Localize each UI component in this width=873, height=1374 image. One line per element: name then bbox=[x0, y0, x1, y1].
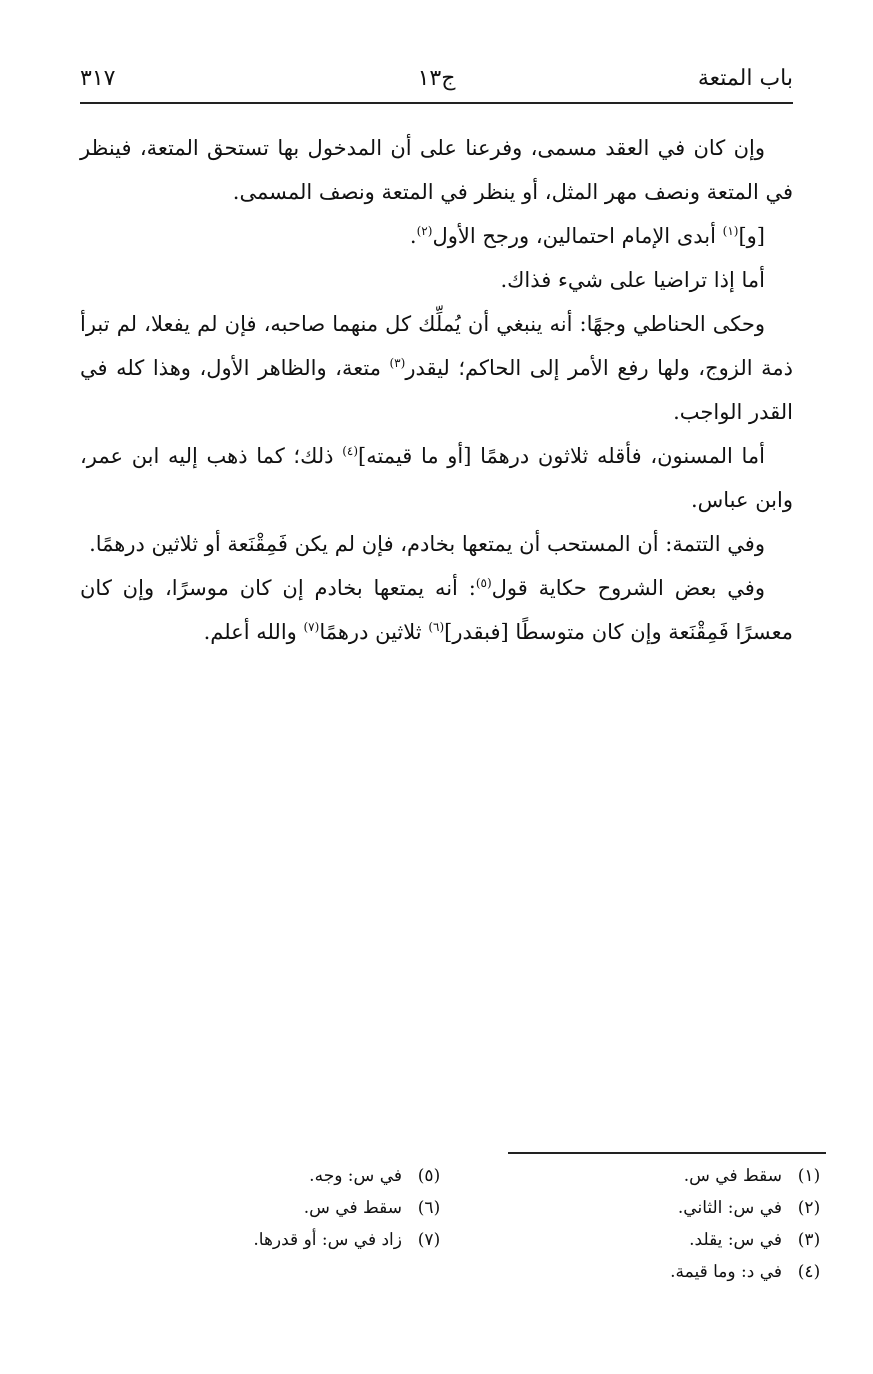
paragraph bbox=[80, 214, 793, 258]
paragraph-text: والله أعلم. bbox=[203, 620, 304, 644]
paragraph-text: وفي التتمة: أن المستحب أن يمتعها بخادم، فإن لم يكن فَمِقْنَعة أو ثلاثين درهمًا. bbox=[89, 532, 765, 556]
paragraph-text: أما المسنون، فأقله ثلاثون درهمًا [أو ما قيمته] bbox=[358, 444, 765, 468]
footnote bbox=[506, 1224, 826, 1256]
footnote-text: زاد في س: أو قدرها. bbox=[253, 1230, 402, 1250]
footnotes-column-left bbox=[126, 1160, 446, 1256]
paragraph-text: : أنه يمتعها بخادم إن كان موسرًا، وإن كان معسرًا فَمِقْنَعة وإن كان متوسطًا [فبقدر] bbox=[80, 576, 793, 644]
footnote-marker: (٢) bbox=[416, 224, 433, 238]
paragraph bbox=[80, 522, 793, 566]
footnote-number: (٤) bbox=[797, 1262, 821, 1282]
paragraph-text: أما إذا تراضيا على شيء فذاك. bbox=[500, 268, 765, 292]
running-header bbox=[80, 62, 793, 104]
paragraph-text: ثلاثين درهمًا bbox=[319, 620, 429, 644]
footnote-text: في س: يقلد. bbox=[689, 1230, 782, 1250]
paragraph bbox=[80, 126, 793, 214]
footnote-number: (٢) bbox=[797, 1198, 821, 1218]
paragraph bbox=[80, 258, 793, 302]
paragraph-text: [و] bbox=[738, 224, 765, 248]
footnote-marker: (٤) bbox=[342, 444, 359, 458]
footnote-text: سقط في س. bbox=[683, 1166, 782, 1186]
footnote-rule bbox=[508, 1152, 826, 1154]
paragraph-text: أبدى الإمام احتمالين، ورجح الأول bbox=[432, 224, 723, 248]
footnote bbox=[506, 1192, 826, 1224]
page-number: ٣١٧ bbox=[80, 66, 116, 91]
footnote-number: (٧) bbox=[417, 1230, 441, 1250]
footnote-marker: (٣) bbox=[389, 356, 406, 370]
paragraph bbox=[80, 566, 793, 654]
main-text bbox=[80, 126, 793, 654]
footnote-marker: (١) bbox=[722, 224, 739, 238]
footnote bbox=[126, 1224, 446, 1256]
volume-number: ج١٣ bbox=[417, 66, 456, 91]
footnote bbox=[126, 1160, 446, 1192]
paragraph bbox=[80, 302, 793, 434]
footnote-marker: (٧) bbox=[303, 620, 320, 634]
chapter-title: باب المتعة bbox=[697, 66, 793, 91]
footnote-marker: (٥) bbox=[475, 576, 492, 590]
footnote-number: (٦) bbox=[417, 1198, 441, 1218]
footnote-number: (٣) bbox=[797, 1230, 821, 1250]
paragraph-text: . bbox=[409, 224, 417, 248]
footnote-text: في س: الثاني. bbox=[677, 1198, 782, 1218]
footnote-marker: (٦) bbox=[428, 620, 445, 634]
paragraph-text: متعة، والظاهر الأول، وهذا كله في القدر الواجب. bbox=[80, 356, 793, 424]
paragraph-text: وإن كان في العقد مسمى، وفرعنا على أن المدخول بها تستحق المتعة، فينظر في المتعة ونصف مهر المثل، أو ينظر في المتعة ونصف المسمى. bbox=[80, 136, 793, 204]
footnote-text: في س: وجه. bbox=[309, 1166, 402, 1186]
paragraph-text: ذلك؛ كما ذهب إليه ابن عمر، وابن عباس. bbox=[80, 444, 793, 512]
paragraph-text: وحكى الحناطي وجهًا: أنه ينبغي أن يُملِّك كل منهما صاحبه، فإن لم يفعلا، لم تبرأ ذمة الزوج، ولها رفع الأمر إلى الحاكم؛ ليقدر bbox=[80, 312, 793, 380]
footnote-text: سقط في س. bbox=[303, 1198, 402, 1218]
footnotes-column-right bbox=[506, 1160, 826, 1288]
paragraph bbox=[80, 434, 793, 522]
footnote bbox=[506, 1160, 826, 1192]
footnote-number: (٥) bbox=[417, 1166, 441, 1186]
footnote bbox=[506, 1256, 826, 1288]
footnote-number: (١) bbox=[797, 1166, 821, 1186]
paragraph-text: وفي بعض الشروح حكاية قول bbox=[491, 576, 765, 600]
footnote bbox=[126, 1192, 446, 1224]
footnote-text: في د: وما قيمة. bbox=[670, 1262, 782, 1282]
